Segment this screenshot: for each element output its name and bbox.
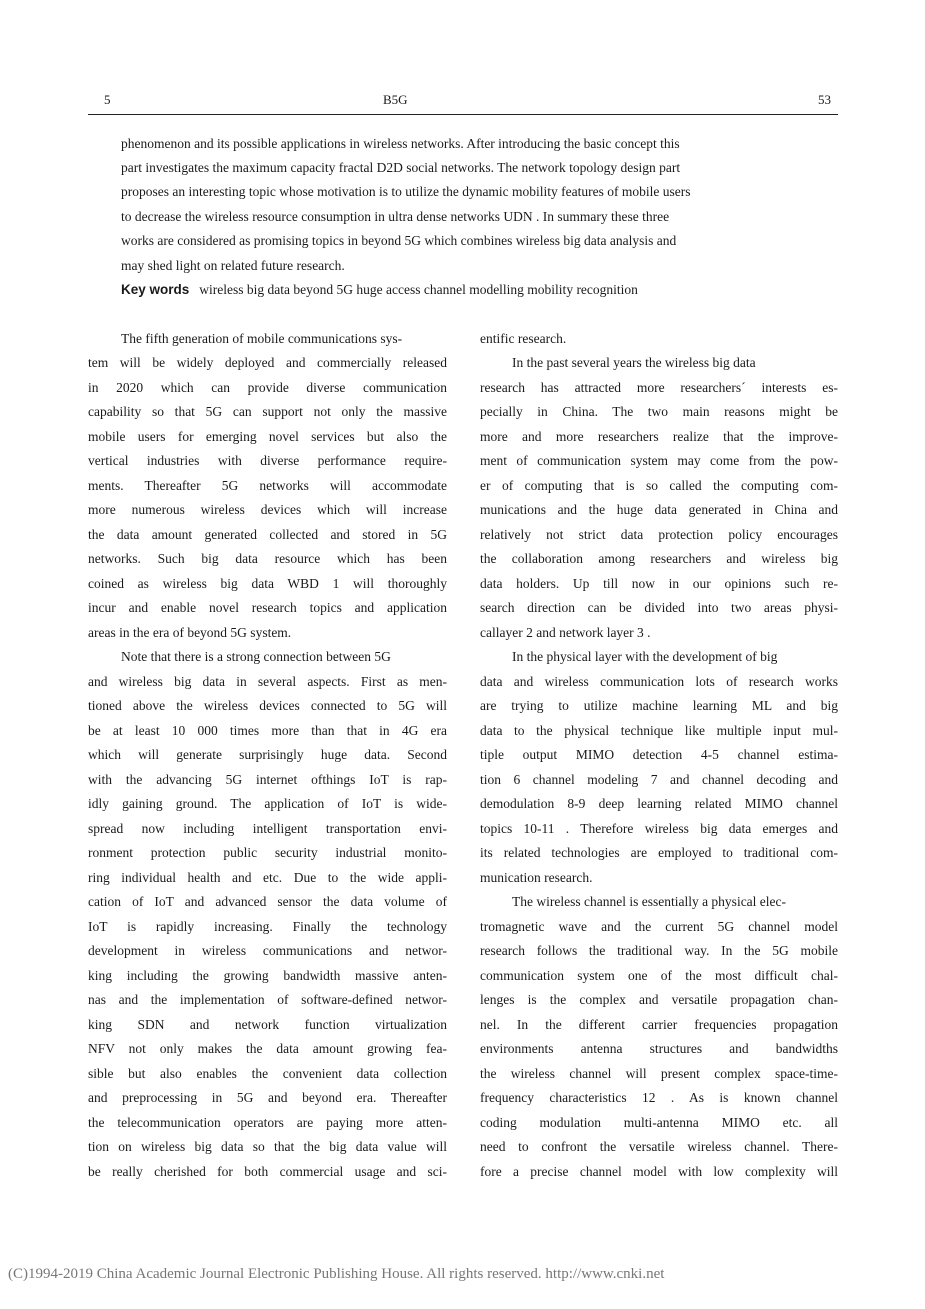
- page-number-left: 5: [104, 92, 111, 107]
- body-line: pecially in China. The two main reasons might be: [480, 404, 838, 419]
- body-line: data and wireless communication lots of research works: [480, 674, 838, 689]
- abstract-line: proposes an interesting topic whose motivation is to utilize the dynamic mobility features of mobile users: [121, 184, 691, 199]
- running-header-title: B5G: [383, 92, 408, 107]
- abstract-line: phenomenon and its possible applications in wireless networks. After introducing the basic concept this: [121, 136, 680, 151]
- body-line: In the physical layer with the development of big: [512, 649, 778, 664]
- body-line: research has attracted more researchers´ interests es-: [480, 380, 838, 395]
- body-line: coding modulation multi-antenna MIMO etc. all: [480, 1115, 838, 1130]
- body-line: incur and enable novel research topics and application: [88, 600, 447, 615]
- body-line: which will generate surprisingly huge data. Second: [88, 747, 447, 762]
- body-line: sible but also enables the convenient data collection: [88, 1066, 447, 1081]
- body-line: tioned above the wireless devices connected to 5G will: [88, 698, 447, 713]
- body-line: coined as wireless big data WBD 1 will thoroughly: [88, 576, 447, 591]
- body-line: tion 6 channel modeling 7 and channel decoding and: [480, 772, 838, 787]
- keywords-label: Key words: [121, 282, 190, 297]
- body-line: ment of communication system may come from the pow-: [480, 453, 838, 468]
- body-line: research follows the traditional way. In the 5G mobile: [480, 943, 838, 958]
- body-line: with the advancing 5G internet ofthings IoT is rap-: [88, 772, 447, 787]
- body-line: communication system one of the most difficult chal-: [480, 968, 838, 983]
- body-line: environments antenna structures and bandwidths: [480, 1041, 838, 1056]
- body-line: ronment protection public security industrial monito-: [88, 845, 447, 860]
- body-line: relatively not strict data protection policy encourages: [480, 527, 838, 542]
- body-line: entific research.: [480, 331, 567, 346]
- body-line: the collaboration among researchers and wireless big: [480, 551, 838, 566]
- body-line: the wireless channel will present complex space-time-: [480, 1066, 838, 1081]
- body-line: demodulation 8-9 deep learning related MIMO channel: [480, 796, 838, 811]
- body-line: networks. Such big data resource which has been: [88, 551, 447, 566]
- body-line: king including the growing bandwidth massive anten-: [88, 968, 447, 983]
- body-line: idly gaining ground. The application of IoT is wide-: [88, 796, 447, 811]
- body-line: nel. In the different carrier frequencies propagation: [480, 1017, 838, 1032]
- body-line: in 2020 which can provide diverse communication: [88, 380, 447, 395]
- body-line: data to the physical technique like multiple input mul-: [480, 723, 838, 738]
- body-line: munications and the huge data generated in China and: [480, 502, 838, 517]
- body-line: tion on wireless big data so that the big data value will: [88, 1139, 447, 1154]
- body-line: spread now including intelligent transportation envi-: [88, 821, 447, 836]
- body-line: In the past several years the wireless big data: [512, 355, 756, 370]
- abstract-line: to decrease the wireless resource consumption in ultra dense networks UDN . In summary these three: [121, 209, 670, 224]
- page-number-right: 53: [818, 92, 831, 107]
- abstract-line: may shed light on related future research.: [121, 258, 345, 273]
- body-line: development in wireless communications and networ-: [88, 943, 447, 958]
- body-line: The fifth generation of mobile communications sys-: [121, 331, 403, 346]
- body-line: more numerous wireless devices which will increase: [88, 502, 447, 517]
- body-line: munication research.: [480, 870, 593, 885]
- abstract-line: works are considered as promising topics in beyond 5G which combines wireless big data analysis and: [121, 233, 677, 248]
- body-line: nas and the implementation of software-defined networ-: [88, 992, 447, 1007]
- body-line: are trying to utilize machine learning ML and big: [480, 698, 838, 713]
- header-rule: [88, 114, 838, 115]
- body-line: frequency characteristics 12 . As is known channel: [480, 1090, 838, 1105]
- body-line: ring individual health and etc. Due to the wide appli-: [88, 870, 447, 885]
- body-line: NFV not only makes the data amount growing fea-: [88, 1041, 447, 1056]
- body-line: Note that there is a strong connection between 5G: [121, 649, 391, 664]
- body-line: the data amount generated collected and stored in 5G: [88, 527, 447, 542]
- body-line: the telecommunication operators are paying more atten-: [88, 1115, 447, 1130]
- keywords: [121, 282, 638, 298]
- body-line: lenges is the complex and versatile propagation chan-: [480, 992, 838, 1007]
- body-line: callayer 2 and network layer 3 .: [480, 625, 651, 640]
- body-line: ments. Thereafter 5G networks will accommodate: [88, 478, 447, 493]
- body-line: be really cherished for both commercial usage and sci-: [88, 1164, 447, 1179]
- body-line: er of computing that is so called the computing com-: [480, 478, 838, 493]
- body-line: and preprocessing in 5G and beyond era. Thereafter: [88, 1090, 447, 1105]
- body-line: The wireless channel is essentially a physical elec-: [512, 894, 787, 909]
- body-line: fore a precise channel model with low complexity will: [480, 1164, 838, 1179]
- body-line: areas in the era of beyond 5G system.: [88, 625, 292, 640]
- keywords-text: wireless big data beyond 5G huge access channel modelling mobility recognition: [199, 282, 638, 297]
- body-line: vertical industries with diverse performance require-: [88, 453, 447, 468]
- body-line: data holders. Up till now in our opinions such re-: [480, 576, 838, 591]
- abstract-line: part investigates the maximum capacity fractal D2D social networks. The network topology design part: [121, 160, 681, 175]
- body-line: capability so that 5G can support not only the massive: [88, 404, 447, 419]
- body-line: king SDN and network function virtualization: [88, 1017, 447, 1032]
- body-line: IoT is rapidly increasing. Finally the technology: [88, 919, 447, 934]
- body-line: tromagnetic wave and the current 5G channel model: [480, 919, 838, 934]
- copyright-footer: (C)1994-2019 China Academic Journal Electronic Publishing House. All rights reserved. http://www.cnki.net: [8, 1266, 665, 1282]
- body-line: search direction can be divided into two areas physi-: [480, 600, 838, 615]
- body-line: more and more researchers realize that the improve-: [480, 429, 838, 444]
- body-line: need to confront the versatile wireless channel. There-: [480, 1139, 838, 1154]
- body-line: mobile users for emerging novel services but also the: [88, 429, 447, 444]
- body-line: topics 10-11 . Therefore wireless big data emerges and: [480, 821, 838, 836]
- body-line: and wireless big data in several aspects. First as men-: [88, 674, 447, 689]
- body-line: its related technologies are employed to traditional com-: [480, 845, 838, 860]
- body-line: tiple output MIMO detection 4-5 channel estima-: [480, 747, 838, 762]
- body-line: be at least 10 000 times more than that in 4G era: [88, 723, 447, 738]
- body-line: tem will be widely deployed and commercially released: [88, 355, 447, 370]
- body-line: cation of IoT and advanced sensor the data volume of: [88, 894, 447, 909]
